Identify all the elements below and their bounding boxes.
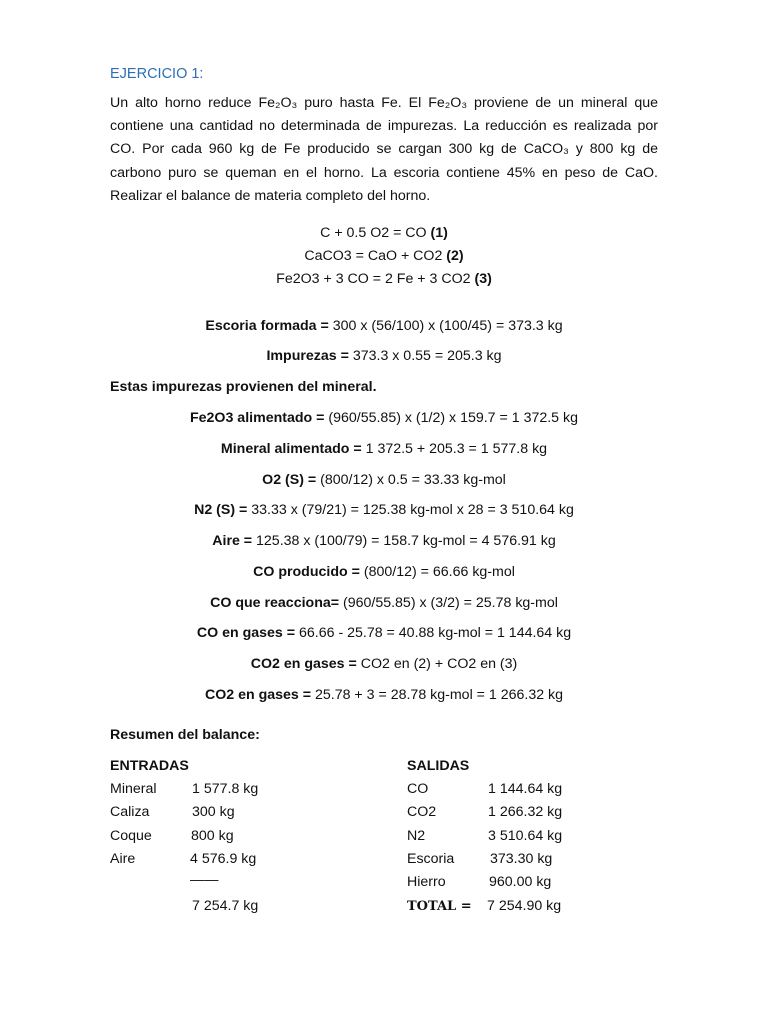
salidas-row-name: CO (407, 781, 429, 797)
entradas-row-value: 800 kg (191, 828, 234, 844)
calc-line: CO en gases = 66.66 - 25.78 = 40.88 kg-mol = 1 144.64 kg (196, 625, 572, 641)
calc-line: CO2 en gases = 25.78 + 3 = 28.78 kg-mol = 1 266.32 kg (204, 687, 564, 703)
entradas-row-value: 1 577.8 kg (192, 781, 259, 797)
calc-line: Mineral alimentado = 1 372.5 + 205.3 = 1 577.8 kg (220, 441, 548, 457)
calc-line: Fe2O3 alimentado = (960/55.85) x (1/2) x 159.7 = 1 372.5 kg (189, 410, 579, 426)
calc-line: O2 (S) = (800/12) x 0.5 = 33.33 kg-mol (262, 472, 506, 488)
salidas-row-value: 3 510.64 kg (488, 828, 563, 844)
entradas-row-name: Caliza (110, 804, 150, 820)
salidas-row-name: Escoria (407, 851, 455, 867)
entradas-row-name: Mineral (110, 781, 157, 797)
reaction-1: C + 0.5 O2 = CO (1) (320, 225, 448, 241)
entradas-title: ENTRADAS (110, 758, 189, 774)
salidas-row-value: 373.30 kg (490, 851, 553, 867)
salidas-row-value: 960.00 kg (489, 874, 552, 890)
calc-line: Aire = 125.38 x (100/79) = 158.7 kg-mol = 4 576.91 kg (212, 533, 556, 549)
calc-line: CO que reacciona= (960/55.85) x (3/2) = 25.78 kg-mol (210, 595, 558, 611)
entradas-row-name: Aire (110, 851, 136, 867)
entradas-row-name: Coque (110, 828, 152, 844)
salidas-row-value: 1 266.32 kg (488, 804, 563, 820)
salidas-row-name: N2 (407, 828, 426, 844)
salidas-total-label: TOTAL = (407, 899, 472, 914)
entradas-sum-rule: —— (190, 872, 219, 888)
note-text: Estas impurezas provienen del mineral. (110, 379, 377, 395)
salidas-row-value: 1 144.64 kg (488, 781, 563, 797)
reaction-3: Fe2O3 + 3 CO = 2 Fe + 3 CO2 (3) (276, 271, 492, 287)
exercise-heading: EJERCICIO 1: (110, 66, 204, 82)
reaction-2: CaCO3 = CaO + CO2 (2) (304, 248, 464, 264)
entradas-row-value: 4 576.9 kg (190, 851, 257, 867)
calc-impurezas: Impurezas = 373.3 x 0.55 = 205.3 kg (266, 348, 502, 364)
salidas-row-name: CO2 (407, 804, 437, 820)
entradas-total: 7 254.7 kg (192, 898, 259, 914)
problem-statement: Un alto horno reduce Fe₂O₃ puro hasta Fe. El Fe₂O₃ proviene de un mineral que contiene una cantidad no determinada de impurezas. La reducción es realizada por CO. Por cada 960 kg de Fe producido se cargan 300 kg de CaCO₃ y 800 kg de carbono puro se queman en el horno. La escoria contiene 45% en peso de CaO. Realizar el balance de materia completo del horno. (110, 95, 658, 204)
summary-title: Resumen del balance: (110, 727, 260, 743)
salidas-title: SALIDAS (407, 758, 470, 774)
salidas-total: 7 254.90 kg (487, 898, 562, 914)
entradas-row-value: 300 kg (192, 804, 235, 820)
salidas-row-name: Hierro (407, 874, 446, 890)
calc-line: CO2 en gases = CO2 en (2) + CO2 en (3) (250, 656, 518, 672)
calc-line: CO producido = (800/12) = 66.66 kg-mol (253, 564, 515, 580)
calc-escoria: Escoria formada = 300 x (56/100) x (100/45) = 373.3 kg (205, 318, 563, 334)
calc-line: N2 (S) = 33.33 x (79/21) = 125.38 kg-mol x 28 = 3 510.64 kg (194, 502, 574, 518)
